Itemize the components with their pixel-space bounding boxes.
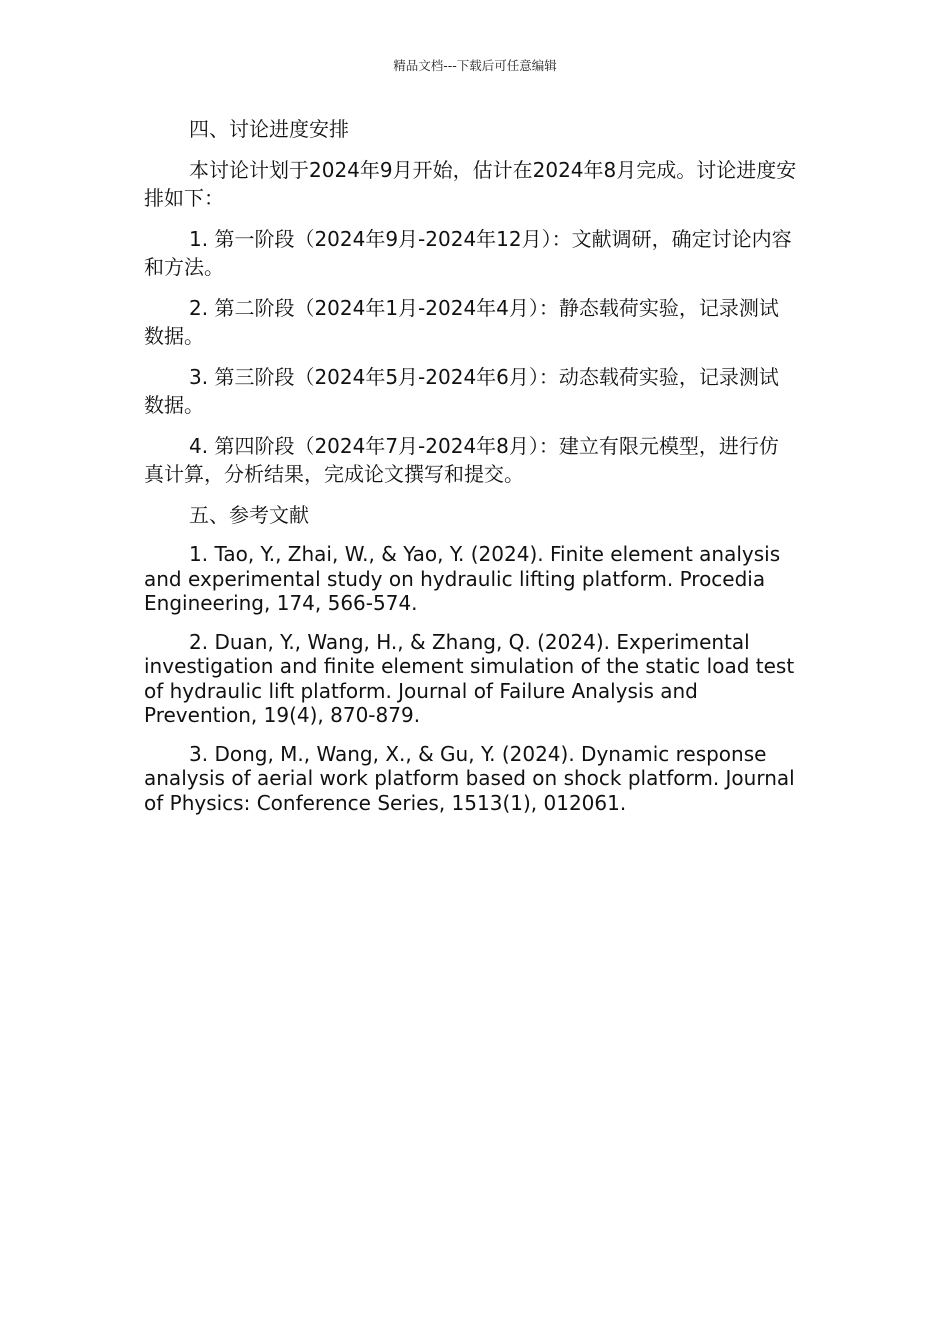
reference-item-1: 1. Tao, Y., Zhai, W., & Yao, Y. (2024). Finite element analysis and experimental study on hydraulic lifting platform. Procedia Engineering, 174, 566-574.: [144, 542, 781, 615]
schedule-stage-1: 1. 第一阶段（2024年9月-2024年12月）：文献调研，确定讨论内容和方法。: [144, 227, 792, 279]
schedule-stage-4: 4. 第四阶段（2024年7月-2024年8月）：建立有限元模型，进行仿真计算，分析结果，完成论文撰写和提交。: [144, 434, 779, 486]
document-body: [144, 115, 798, 829]
section-heading-references: 五、参考文献: [189, 503, 309, 527]
reference-item-2: 2. Duan, Y., Wang, H., & Zhang, Q. (2024). Experimental investigation and finite element simulation of the static load test of hydraulic lift platform. Journal of Failure Analysis and Prevention, 19(4), 870-879.: [144, 629, 795, 727]
schedule-stage-2: 2. 第二阶段（2024年1月-2024年4月）：静态载荷实验，记录测试数据。: [144, 296, 779, 348]
schedule-stage-3: 3. 第三阶段（2024年5月-2024年6月）：动态载荷实验，记录测试数据。: [144, 365, 779, 417]
schedule-intro: 本讨论计划于2024年9月开始，估计在2024年8月完成。讨论进度安排如下：: [144, 158, 797, 210]
section-heading-schedule: 四、讨论进度安排: [189, 117, 349, 141]
page-header: 精品文档---下载后可任意编辑: [393, 58, 557, 73]
reference-item-3: 3. Dong, M., Wang, X., & Gu, Y. (2024). Dynamic response analysis of aerial work platform based on shock platform. Journal of Physics: Conference Series, 1513(1), 012061.: [144, 741, 795, 815]
